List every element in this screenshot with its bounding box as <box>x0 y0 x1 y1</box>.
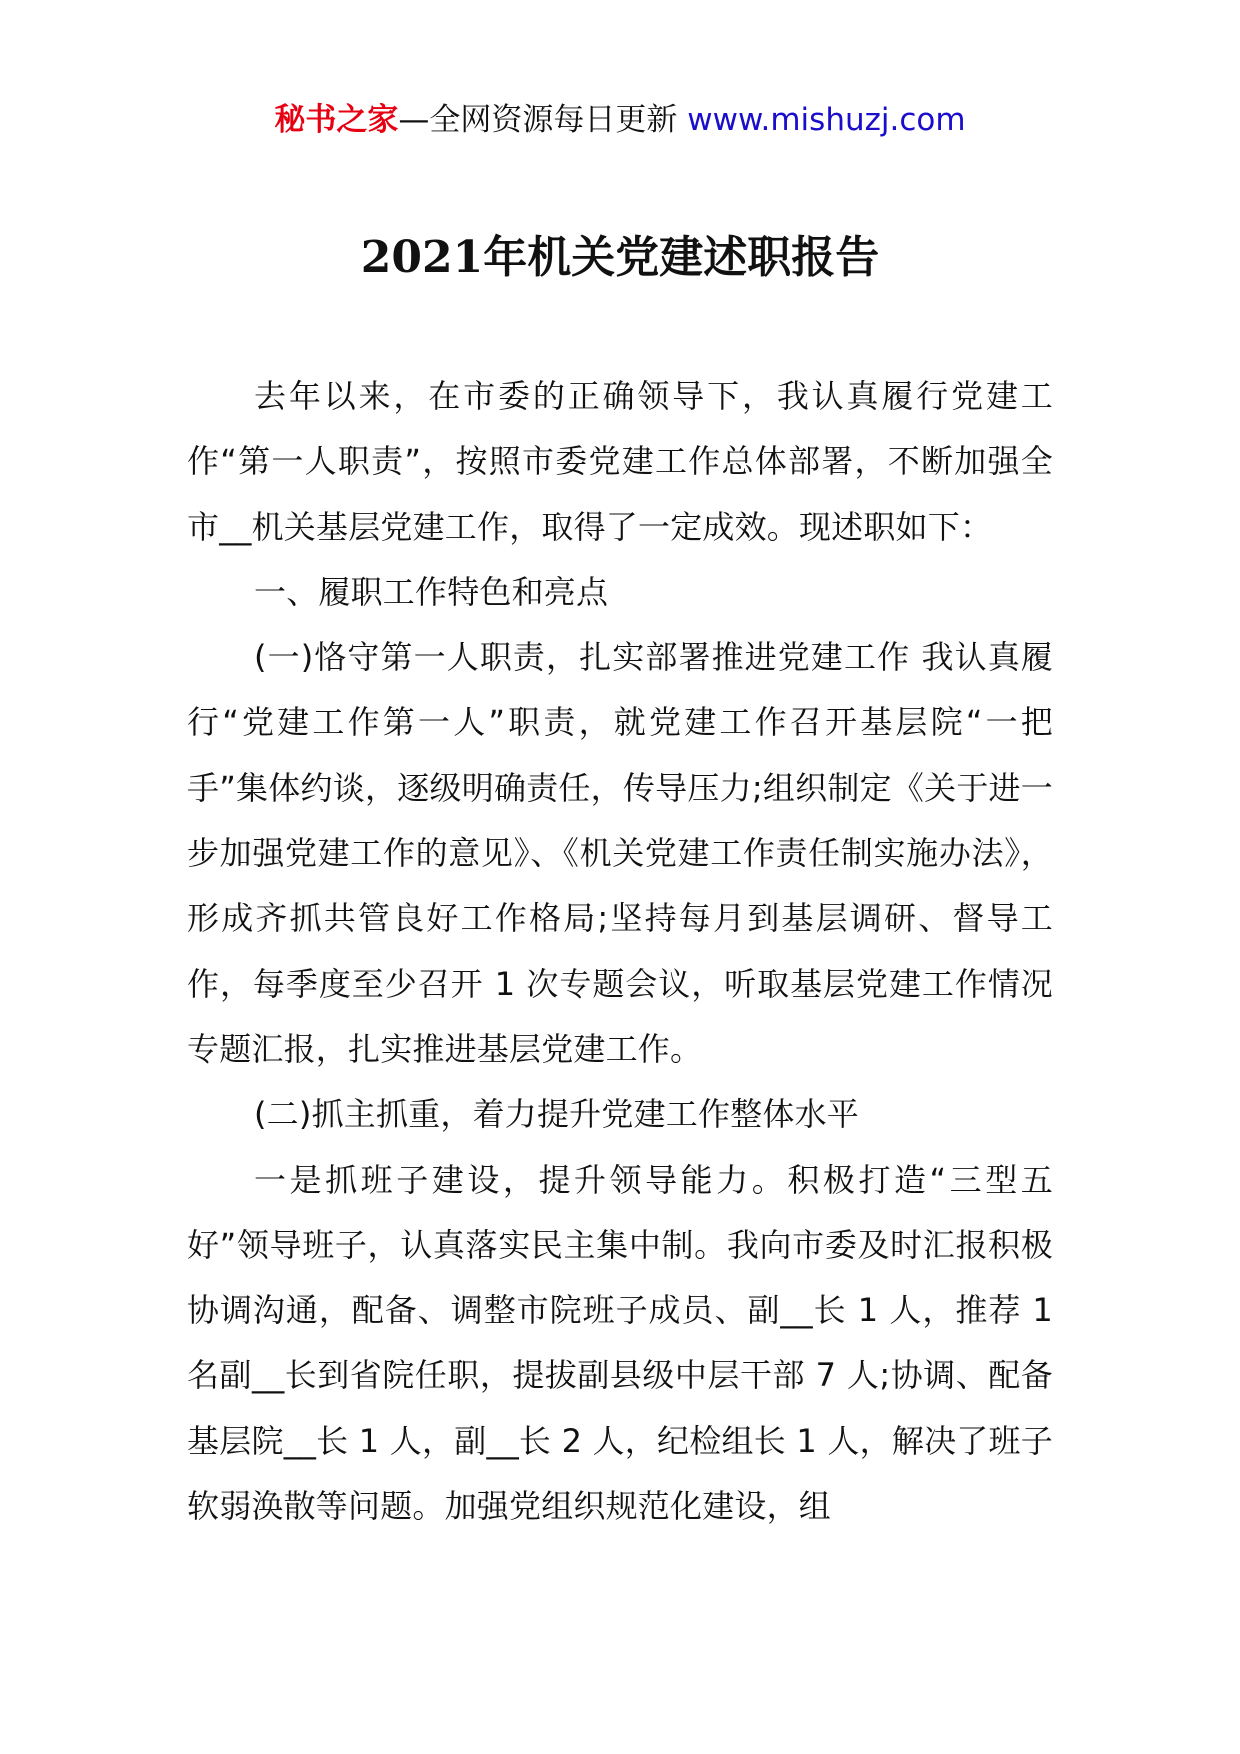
section-heading: 一、履职工作特色和亮点 <box>254 572 609 611</box>
paragraph-intro: 去年以来，在市委的正确领导下，我认真履行党建工作“第一人职责”，按照市委党建工作总体部署，不断加强全市__机关基层党建工作，取得了一定成效。现述职如下： <box>187 377 1053 546</box>
header-slogan: —全网资源每日更新 <box>398 102 678 138</box>
site-header <box>0 98 1240 142</box>
site-url-link[interactable]: www.mishuzj.com <box>687 102 966 138</box>
brand-name: 秘书之家 <box>274 102 399 138</box>
document-title: 2021年机关党建述职报告 <box>360 232 880 283</box>
paragraph-team-building: 一是抓班子建设，提升领导能力。积极打造“三型五好”领导班子，认真落实民主集中制。我向市委及时汇报积极协调沟通，配备、调整市院班子成员、副__长 1 人，推荐 1 名副__长到省院任职，提拔副县级中层干部 7 人;协调、配备基层院__长 1 人，副__长 2 人，纪检组长 1 人，解决了班子软弱涣散等问题。加强党组织规范化建设，组 <box>187 1160 1053 1526</box>
paragraph-subsection-1: (一)恪守第一人职责，扎实部署推进党建工作 我认真履行“党建工作第一人”职责，就党建工作召开基层院“一把手”集体约谈，逐级明确责任，传导压力;组织制定《关于进一步加强党建工作的意见》、《机关党建工作责任制实施办法》，形成齐抓共管良好工作格局;坚持每月到基层调研、督导工作，每季度至少召开 1 次专题会议，听取基层党建工作情况专题汇报，扎实推进基层党建工作。 <box>187 638 1053 1068</box>
document-body <box>187 364 1053 1539</box>
subsection-heading-2: (二)抓主抓重，着力提升党建工作整体水平 <box>254 1095 859 1134</box>
